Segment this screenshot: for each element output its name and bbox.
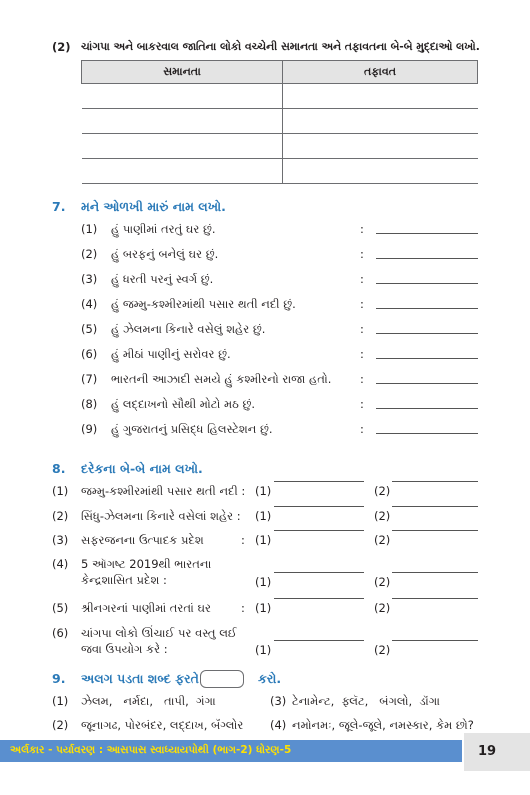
answer-blank-1[interactable] <box>274 530 364 531</box>
q7-item-text: હું ગુજરાતનું પ્રસિદ્ધ હિલસ્ટેશન છું. <box>111 422 273 436</box>
q7-item-text: હું મીઠાં પાણીનું સરોવર છું. <box>111 347 231 361</box>
q9-title-end: કરો. <box>258 671 282 686</box>
blank-label-2: (2) <box>374 575 391 589</box>
answer-blank[interactable] <box>376 233 478 234</box>
q7-item-number: (6) <box>81 347 98 361</box>
q7-item-number: (9) <box>81 422 98 436</box>
q8-item-number: (4) <box>52 557 69 571</box>
q7-number: 7. <box>52 199 66 214</box>
blank-label-2: (2) <box>374 643 391 657</box>
answer-blank[interactable] <box>376 333 478 334</box>
table-row <box>82 159 478 184</box>
comparison-table <box>81 60 478 184</box>
circle-answer-box <box>200 670 244 688</box>
difference-cell[interactable] <box>283 159 478 184</box>
q7-item-number: (3) <box>81 272 98 286</box>
page-number: 19 <box>478 744 497 759</box>
answer-blank-2[interactable] <box>392 530 478 531</box>
q7-item-number: (5) <box>81 322 98 336</box>
answer-blank-2[interactable] <box>392 572 478 573</box>
q9-row-number: (3) <box>270 694 287 708</box>
q7-title: મને ઓળખી મારું નામ લખો. <box>81 199 226 214</box>
difference-cell[interactable] <box>283 84 478 109</box>
blank-label-2: (2) <box>374 484 391 498</box>
q9-row-words: નમોનમઃ, જૂલે-જૂલે, નમસ્કાર, કેમ છો? <box>292 718 474 732</box>
table-row <box>82 134 478 159</box>
answer-blank[interactable] <box>376 383 478 384</box>
answer-blank-1[interactable] <box>274 572 364 573</box>
answer-blank-1[interactable] <box>274 506 364 507</box>
answer-blank-1[interactable] <box>274 598 364 599</box>
q9-row-words: જૂનાગઢ, પોરબંદર, લદ્દાખ, બૅંગ્લોર <box>81 718 244 732</box>
colon: : <box>360 347 364 361</box>
colon: : <box>360 397 364 411</box>
difference-cell[interactable] <box>283 109 478 134</box>
q9-row-words: ઝેલમ, નર્મદા, તાપી, ગંગા <box>81 694 216 708</box>
q9-row-number: (4) <box>270 718 287 732</box>
colon: : <box>360 247 364 261</box>
q2-text: ચાંગપા અને બાકરવાલ જાતિના લોકો વચ્ચેની સમાનતા અને તફાવતના બે-બે મુદ્દાઓ લખો. <box>81 40 480 53</box>
q8-item-text: જમ્મુ-કશ્મીરમાંથી પસાર થતી નદી : <box>81 484 246 498</box>
q9-row-words: ટેનામેન્ટ, ફ્લૅટ, બંગલો, ડૉંગા <box>292 694 440 708</box>
answer-blank[interactable] <box>376 433 478 434</box>
q8-item-number: (2) <box>52 509 69 523</box>
blank-label-1: (1) <box>255 509 272 523</box>
colon: : <box>360 422 364 436</box>
colon: : <box>241 601 245 615</box>
similarity-cell[interactable] <box>82 134 283 159</box>
q8-item-number: (5) <box>52 601 69 615</box>
q8-item-text: શ્રીનગરનાં પાણીમાં તરતાં ઘર <box>81 601 211 615</box>
q7-item-number: (1) <box>81 222 98 236</box>
answer-blank-2[interactable] <box>392 481 478 482</box>
answer-blank[interactable] <box>376 258 478 259</box>
colon: : <box>360 372 364 386</box>
q8-item-text-line2: કેન્દ્રશાસિત પ્રદેશ : <box>81 573 167 587</box>
colon: : <box>241 533 245 547</box>
blank-label-1: (1) <box>255 601 272 615</box>
answer-blank-1[interactable] <box>274 640 364 641</box>
q8-item-text: ચાંગપા લોકો ઊંચાઈ પર વસ્તુ લઈ <box>81 626 237 640</box>
q8-item-text-line2: જવા ઉપયોગ કરે : <box>81 642 168 656</box>
answer-blank[interactable] <box>376 408 478 409</box>
q7-item-number: (7) <box>81 372 98 386</box>
answer-blank[interactable] <box>376 358 478 359</box>
q7-item-text: હું બરફનું બનેલું ઘર છું. <box>111 247 219 261</box>
blank-label-1: (1) <box>255 643 272 657</box>
q9-row-number: (1) <box>52 694 69 708</box>
q8-item-number: (1) <box>52 484 69 498</box>
q9-number: 9. <box>52 671 66 686</box>
q7-item-number: (4) <box>81 297 98 311</box>
colon: : <box>360 272 364 286</box>
answer-blank-2[interactable] <box>392 598 478 599</box>
table-row <box>82 84 478 109</box>
q7-item-number: (2) <box>81 247 98 261</box>
colon: : <box>360 222 364 236</box>
q8-item-text: 5 ઑગષ્ટ 2019થી ભારતના <box>81 557 212 571</box>
blank-label-1: (1) <box>255 533 272 547</box>
q8-title: દરેકના બે-બે નામ લખો. <box>81 461 203 476</box>
q9-title: અલગ પડતા શબ્દ ફરતે <box>81 671 199 686</box>
q7-item-text: હું પાણીમાં તરતું ઘર છું. <box>111 222 216 236</box>
q8-number: 8. <box>52 461 66 476</box>
q9-row-number: (2) <box>52 718 69 732</box>
answer-blank[interactable] <box>376 308 478 309</box>
q7-item-text: હું જમ્મુ-કશ્મીરમાંથી પસાર થતી નદી છું. <box>111 297 296 311</box>
blank-label-1: (1) <box>255 575 272 589</box>
similarity-cell[interactable] <box>82 84 283 109</box>
answer-blank[interactable] <box>376 283 478 284</box>
col-similarity: સમાનતા <box>82 61 283 84</box>
q7-item-text: હું ધરતી પરનું સ્વર્ગ છું. <box>111 272 214 286</box>
q2-number: (2) <box>52 40 71 54</box>
blank-label-2: (2) <box>374 533 391 547</box>
footer-title: અર્લકાર - પર્યાવરણ : આસપાસ સ્વાધ્યાયપોથી (ભાગ-2) ધોરણ-5 <box>10 744 292 756</box>
blank-label-2: (2) <box>374 509 391 523</box>
q7-item-text: ભારતની આઝાદી સમયે હું કશ્મીરનો રાજા હતો. <box>111 372 332 386</box>
q8-item-number: (3) <box>52 533 69 547</box>
answer-blank-2[interactable] <box>392 506 478 507</box>
answer-blank-1[interactable] <box>274 481 364 482</box>
page-number-box <box>462 733 530 771</box>
q8-item-number: (6) <box>52 626 69 640</box>
blank-label-2: (2) <box>374 601 391 615</box>
answer-blank-2[interactable] <box>392 640 478 641</box>
q7-item-text: હું લદ્દાખનો સૌથી મોટો મઠ છું. <box>111 397 256 411</box>
q7-item-number: (8) <box>81 397 98 411</box>
col-difference: તફાવત <box>283 61 478 84</box>
colon: : <box>360 322 364 336</box>
blank-label-1: (1) <box>255 484 272 498</box>
similarity-cell[interactable] <box>82 109 283 134</box>
difference-cell[interactable] <box>283 134 478 159</box>
q7-item-text: હું ઝેલમના કિનારે વસેલું શહેર છું. <box>111 322 266 336</box>
q8-item-text: સફરજનના ઉત્પાદક પ્રદેશ <box>81 533 204 547</box>
q8-item-text: સિંધુ-ઝેલમના કિનારે વસેલાં શહેર : <box>81 509 241 523</box>
colon: : <box>360 297 364 311</box>
similarity-cell[interactable] <box>82 159 283 184</box>
table-row <box>82 109 478 134</box>
